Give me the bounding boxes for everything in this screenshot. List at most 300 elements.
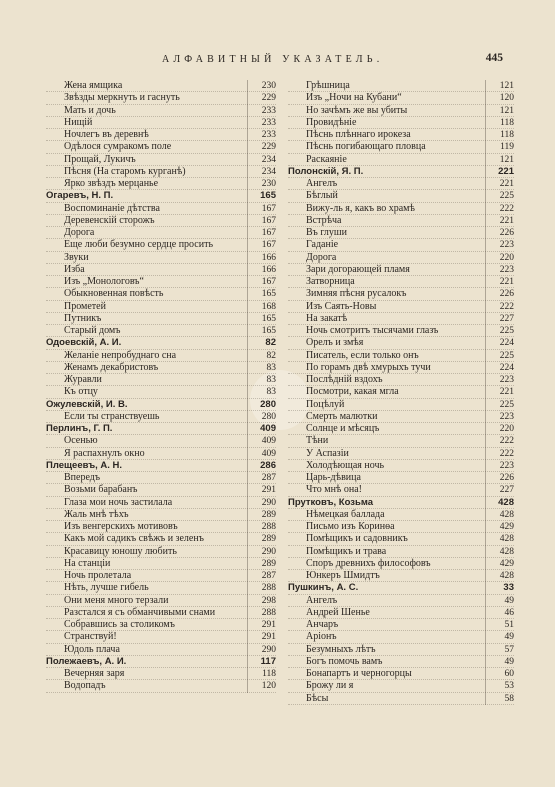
entry-title: Собравшись за столикомъ xyxy=(64,619,175,630)
author-heading xyxy=(46,656,276,668)
page-ref: 290 xyxy=(247,546,276,558)
index-entry xyxy=(288,141,514,153)
entry-title: Споръ древнихъ философовъ xyxy=(306,557,431,569)
entry-title: Бонапартъ и черногорцы xyxy=(306,668,412,679)
index-entry xyxy=(46,472,276,484)
entry-title: Старый домъ xyxy=(64,325,121,336)
page-ref: 230 xyxy=(247,80,276,92)
entry-title: Дорога xyxy=(306,251,337,263)
page-ref: 288 xyxy=(247,607,276,619)
page-ref: 121 xyxy=(485,154,514,166)
entry-title: Богъ помочь вамъ xyxy=(306,655,383,667)
index-entry xyxy=(288,105,514,117)
page-ref: 117 xyxy=(247,656,276,668)
page-ref: 120 xyxy=(485,92,514,104)
entry-title: Какъ мой садикъ свѣжъ и зеленъ xyxy=(64,533,204,545)
entry-title: Глаза мои ночь застилала xyxy=(64,496,173,508)
index-entry xyxy=(46,203,276,215)
index-entry xyxy=(46,239,276,251)
page-ref: 280 xyxy=(247,411,276,423)
index-entry xyxy=(288,607,514,619)
index-entry xyxy=(288,423,514,435)
entry-title: Они меня много терзали xyxy=(64,594,169,606)
index-entry xyxy=(46,497,276,509)
entry-title: Нищій xyxy=(64,116,93,128)
entry-title: Прощай, Лукичъ xyxy=(64,153,136,165)
index-entry xyxy=(46,129,276,141)
page-ref: 118 xyxy=(485,129,514,141)
index-entry xyxy=(46,595,276,607)
page-ref: 167 xyxy=(247,239,276,251)
author-name: Пушкинъ, А. С. xyxy=(288,582,359,594)
entry-title: Странствуй! xyxy=(64,631,117,643)
entry-title: Нѣмецкая баллада xyxy=(306,508,385,520)
index-entry xyxy=(288,509,514,521)
entry-title: Жена ямщика xyxy=(64,80,123,91)
index-entry xyxy=(46,178,276,190)
entry-title: Зимняя пѣсня русалокъ xyxy=(306,288,407,300)
page-ref: 167 xyxy=(247,215,276,227)
index-entry xyxy=(46,435,276,447)
index-entry xyxy=(46,644,276,656)
page-ref: 167 xyxy=(247,203,276,215)
page-ref: 287 xyxy=(247,472,276,484)
entry-title: На закатѣ xyxy=(306,312,348,324)
page-ref: 166 xyxy=(247,264,276,276)
index-entry xyxy=(288,411,514,423)
author-name: Перлинъ, Г. П. xyxy=(46,423,113,434)
page-ref: 222 xyxy=(485,301,514,313)
entry-title: Жаль мнѣ тѣхъ xyxy=(64,508,129,520)
page-ref: 221 xyxy=(485,276,514,288)
entry-title: Осенью xyxy=(64,435,98,447)
index-entry xyxy=(46,680,276,692)
index-entry xyxy=(46,509,276,521)
page-ref: 233 xyxy=(247,129,276,141)
page-ref: 290 xyxy=(247,644,276,656)
page-ref: 289 xyxy=(247,509,276,521)
entry-title: Грѣшница xyxy=(306,80,350,91)
entry-title: Тѣни xyxy=(306,435,329,447)
index-entry xyxy=(288,117,514,129)
entry-title: Послѣдній вздохъ xyxy=(306,374,383,385)
index-entry xyxy=(288,484,514,496)
entry-title: Андрей Шенье xyxy=(306,606,370,618)
page-ref: 286 xyxy=(247,460,276,472)
index-entry xyxy=(46,374,276,386)
index-entry xyxy=(46,668,276,680)
page-ref: 83 xyxy=(247,362,276,374)
entry-title: Возьми барабанъ xyxy=(64,484,138,496)
entry-title: Встрѣча xyxy=(306,214,342,226)
index-entry xyxy=(46,276,276,288)
index-entry xyxy=(46,631,276,643)
entry-title: Зари догорающей пламя xyxy=(306,263,410,275)
author-heading xyxy=(46,337,276,349)
index-entry xyxy=(288,362,514,374)
page-ref: 121 xyxy=(485,80,514,92)
entry-title: Воспоминаніе дѣтства xyxy=(64,202,160,214)
page-ref: 225 xyxy=(485,399,514,411)
entry-title: Письмо изъ Коринѳа xyxy=(306,521,395,532)
author-name: Полежаевъ, А. И. xyxy=(46,655,127,667)
page-ref: 49 xyxy=(485,595,514,607)
page-ref: 49 xyxy=(485,631,514,643)
author-heading xyxy=(46,399,276,411)
page-ref: 429 xyxy=(485,521,514,533)
page-ref: 233 xyxy=(247,117,276,129)
entry-title: Аріонъ xyxy=(306,631,337,643)
index-entry xyxy=(46,92,276,104)
index-entry xyxy=(46,141,276,153)
page-ref: 120 xyxy=(247,680,276,692)
page-ref: 290 xyxy=(247,497,276,509)
page-ref: 118 xyxy=(485,117,514,129)
index-entry xyxy=(46,350,276,362)
page-ref: 82 xyxy=(247,337,276,349)
index-entry xyxy=(288,546,514,558)
entry-title: Орелъ и змѣя xyxy=(306,337,364,349)
page-ref: 291 xyxy=(247,631,276,643)
entry-title: Прометей xyxy=(64,300,106,312)
index-entry xyxy=(288,533,514,545)
index-entry xyxy=(288,644,514,656)
index-entry xyxy=(288,558,514,570)
entry-title: Юдоль плача xyxy=(64,643,120,655)
entry-title: По горамъ двѣ хмурыхъ тучи xyxy=(306,361,431,373)
index-entry xyxy=(288,129,514,141)
index-entry xyxy=(288,301,514,313)
author-heading xyxy=(288,582,514,594)
author-name: Ожулевскій, И. В. xyxy=(46,398,128,410)
page-ref: 165 xyxy=(247,288,276,300)
index-entry xyxy=(288,178,514,190)
index-entry xyxy=(288,92,514,104)
entry-title: Царь-дѣвица xyxy=(306,472,361,483)
index-entry xyxy=(46,105,276,117)
entry-title: Холодѣющая ночь xyxy=(306,459,385,471)
page-ref: 428 xyxy=(485,570,514,582)
entry-title: Изба xyxy=(64,263,85,275)
index-entry xyxy=(288,386,514,398)
entry-title: У Аспазіи xyxy=(306,447,349,459)
entry-title: Звуки xyxy=(64,251,89,263)
index-entry xyxy=(288,350,514,362)
page-ref: 121 xyxy=(485,105,514,117)
index-entry xyxy=(288,631,514,643)
page-ref: 222 xyxy=(485,448,514,460)
page-ref: 167 xyxy=(247,276,276,288)
entry-title: Пѣснь плѣннаго ирокеза xyxy=(306,129,411,140)
entry-title: Одѣлося сумракомъ поле xyxy=(64,141,172,153)
page-ref: 223 xyxy=(485,460,514,472)
page-ref: 166 xyxy=(247,252,276,264)
entry-title: Ангелъ xyxy=(306,178,338,189)
index-entry xyxy=(288,190,514,202)
entry-title: Еще люби безумно сердце просить xyxy=(64,239,214,251)
page-ref: 298 xyxy=(247,595,276,607)
entry-title: Желаніе непробуднаго сна xyxy=(64,349,177,361)
index-entry xyxy=(288,203,514,215)
author-name: Прутковъ, Козьма xyxy=(288,496,374,508)
page-ref: 58 xyxy=(485,693,514,705)
page-ref: 230 xyxy=(247,178,276,190)
entry-title: Если ты странствуешь xyxy=(64,410,160,422)
entry-title: Водопадъ xyxy=(64,680,106,692)
page-ref: 83 xyxy=(247,374,276,386)
entry-title: Вечерняя заря xyxy=(64,668,125,679)
page-ref: 223 xyxy=(485,264,514,276)
index-entry xyxy=(46,521,276,533)
page-ref: 83 xyxy=(247,386,276,398)
entry-title: Женамъ декабристовъ xyxy=(64,361,159,373)
page-ref: 225 xyxy=(485,325,514,337)
page-number: 445 xyxy=(485,52,503,64)
entry-title: Бѣглый xyxy=(306,190,338,202)
page-ref: 409 xyxy=(247,423,276,435)
entry-title: Нѣть, лучше гибель xyxy=(64,582,149,594)
entry-title: Вижу-ль я, какъ во храмѣ xyxy=(306,202,415,214)
index-entry xyxy=(288,374,514,386)
page-ref: 288 xyxy=(247,582,276,594)
entry-title: Помѣщикъ и трава xyxy=(306,545,387,557)
page-ref: 224 xyxy=(485,337,514,349)
entry-title: Изъ венгерскихъ мотивовъ xyxy=(64,521,178,532)
page-ref: 226 xyxy=(485,472,514,484)
index-entry xyxy=(288,399,514,411)
index-entry xyxy=(46,484,276,496)
index-entry xyxy=(288,154,514,166)
author-heading xyxy=(46,423,276,435)
entry-title: Анчаръ xyxy=(306,619,339,630)
index-entry xyxy=(46,619,276,631)
entry-title: На станціи xyxy=(64,557,111,569)
entry-title: Ночлегъ въ деревнѣ xyxy=(64,129,149,140)
index-entry xyxy=(46,80,276,92)
page-ref: 226 xyxy=(485,227,514,239)
page-ref: 409 xyxy=(247,435,276,447)
entry-title: Путникъ xyxy=(64,312,102,324)
page-ref: 409 xyxy=(247,448,276,460)
page-ref: 234 xyxy=(247,166,276,178)
running-title: АЛФАВИТНЫЙ УКАЗАТЕЛЬ. xyxy=(162,54,384,65)
index-entry xyxy=(46,362,276,374)
page-ref: 165 xyxy=(247,190,276,202)
entry-title: Мать и дочь xyxy=(64,104,116,116)
index-entry xyxy=(288,693,514,705)
author-heading xyxy=(288,497,514,509)
page-ref: 225 xyxy=(485,190,514,202)
entry-title: Деревенскій сторожъ xyxy=(64,214,155,226)
page-ref: 233 xyxy=(247,105,276,117)
entry-title: Красавицу юношу любить xyxy=(64,545,177,557)
entry-title: Помѣщикъ и садовникъ xyxy=(306,533,408,545)
page-ref: 223 xyxy=(485,411,514,423)
page-ref: 57 xyxy=(485,644,514,656)
page-ref: 227 xyxy=(485,484,514,496)
index-entry xyxy=(46,411,276,423)
page-ref: 60 xyxy=(485,668,514,680)
entry-title: Разстался я съ обманчивыми снами xyxy=(64,606,216,618)
page-ref: 168 xyxy=(247,301,276,313)
entry-title: Посмотри, какая мгла xyxy=(306,386,399,398)
entry-title: Смерть малютки xyxy=(306,410,378,422)
index-column-left xyxy=(46,80,276,693)
page-ref: 82 xyxy=(247,350,276,362)
index-entry xyxy=(288,656,514,668)
index-entry xyxy=(288,215,514,227)
index-entry xyxy=(288,435,514,447)
index-entry xyxy=(288,264,514,276)
entry-title: Что мнѣ она! xyxy=(306,484,362,496)
index-entry xyxy=(288,80,514,92)
page-ref: 229 xyxy=(247,92,276,104)
entry-title: Дорога xyxy=(64,227,95,238)
entry-title: Къ отцу xyxy=(64,386,98,398)
page-ref: 428 xyxy=(485,509,514,521)
page-ref: 428 xyxy=(485,546,514,558)
index-entry xyxy=(288,325,514,337)
entry-title: Но зачѣмъ же вы убиты xyxy=(306,104,408,116)
index-entry xyxy=(288,448,514,460)
entry-title: Затворница xyxy=(306,276,355,287)
index-entry xyxy=(288,337,514,349)
author-name: Плещеевъ, А. Н. xyxy=(46,459,123,471)
index-entry xyxy=(46,264,276,276)
entry-title: Я распахнулъ окно xyxy=(64,447,145,459)
page-ref: 226 xyxy=(485,288,514,300)
page-ref: 289 xyxy=(247,558,276,570)
page-ref: 223 xyxy=(485,374,514,386)
author-heading xyxy=(46,190,276,202)
index-entry xyxy=(288,239,514,251)
index-entry xyxy=(288,227,514,239)
page-ref: 287 xyxy=(247,570,276,582)
index-column-right xyxy=(288,80,514,705)
page-ref: 221 xyxy=(485,386,514,398)
index-entry xyxy=(46,166,276,178)
page-ref: 428 xyxy=(485,533,514,545)
entry-title: Бѣсы xyxy=(306,692,329,704)
page-ref: 49 xyxy=(485,656,514,668)
page-ref: 119 xyxy=(485,141,514,153)
page-ref: 221 xyxy=(485,166,514,178)
page-ref: 229 xyxy=(247,141,276,153)
entry-title: Поцѣлуй xyxy=(306,398,345,410)
page-ref: 167 xyxy=(247,227,276,239)
entry-title: Изъ Саять-Новы xyxy=(306,300,377,312)
page-ref: 221 xyxy=(485,178,514,190)
index-entry xyxy=(46,154,276,166)
entry-title: Ночь пролетала xyxy=(64,570,132,581)
index-entry xyxy=(288,288,514,300)
entry-title: Безумныхъ лѣтъ xyxy=(306,643,376,655)
page-header xyxy=(0,54,555,70)
page-ref: 33 xyxy=(485,582,514,594)
index-entry xyxy=(288,619,514,631)
index-entry xyxy=(288,313,514,325)
index-entry xyxy=(288,570,514,582)
entry-title: Пѣснь погибающаго пловца xyxy=(306,141,426,153)
index-entry xyxy=(46,227,276,239)
index-entry xyxy=(288,595,514,607)
index-entry xyxy=(46,570,276,582)
page-ref: 165 xyxy=(247,313,276,325)
entry-title: Гаданіе xyxy=(306,239,339,251)
index-entry xyxy=(46,288,276,300)
page-ref: 165 xyxy=(247,325,276,337)
index-entry xyxy=(288,472,514,484)
page-ref: 280 xyxy=(247,399,276,411)
author-name: Полонскій, Я. П. xyxy=(288,165,364,177)
entry-title: Изъ „Ночи на Кубани“ xyxy=(306,92,402,104)
page-ref: 223 xyxy=(485,239,514,251)
page-ref: 222 xyxy=(485,203,514,215)
index-entry xyxy=(288,521,514,533)
entry-title: Писатель, если только онъ xyxy=(306,349,419,361)
index-entry xyxy=(288,680,514,692)
index-entry xyxy=(46,533,276,545)
page-ref: 51 xyxy=(485,619,514,631)
page-ref: 291 xyxy=(247,619,276,631)
page-ref: 46 xyxy=(485,607,514,619)
entry-title: Звѣзды меркнуть и гаснуть xyxy=(64,92,180,104)
entry-title: Солнце и мѣсяцъ xyxy=(306,423,380,434)
index-entry xyxy=(46,582,276,594)
entry-title: Ярко звѣздъ мерцанье xyxy=(64,178,159,189)
page-ref: 289 xyxy=(247,533,276,545)
index-entry xyxy=(46,215,276,227)
index-entry xyxy=(46,386,276,398)
entry-title: Пѣсня (На старомъ курганѣ) xyxy=(64,165,186,177)
entry-title: Журавли xyxy=(64,374,102,385)
page-ref: 291 xyxy=(247,484,276,496)
author-name: Одоевскій, А. И. xyxy=(46,337,122,349)
page-ref: 224 xyxy=(485,362,514,374)
index-entry xyxy=(46,558,276,570)
page-ref: 234 xyxy=(247,154,276,166)
index-entry xyxy=(46,313,276,325)
index-entry xyxy=(46,448,276,460)
page-ref: 222 xyxy=(485,435,514,447)
author-name: Огаревъ, Н. П. xyxy=(46,190,114,202)
entry-title: Изъ „Монологовъ“ xyxy=(64,276,144,287)
entry-title: Ангелъ xyxy=(306,594,338,606)
page-ref: 220 xyxy=(485,252,514,264)
page-ref: 428 xyxy=(485,497,514,509)
entry-title: Въ глуши xyxy=(306,227,347,238)
entry-title: Обыкновенная повѣсть xyxy=(64,288,164,300)
index-entry xyxy=(288,276,514,288)
author-heading xyxy=(46,460,276,472)
page-ref: 53 xyxy=(485,680,514,692)
entry-title: Провидѣніе xyxy=(306,116,357,128)
entry-title: Раскаяніе xyxy=(306,153,347,165)
index-entry xyxy=(46,325,276,337)
entry-title: Ночь смотритъ тысячами глазъ xyxy=(306,325,439,336)
page-ref: 225 xyxy=(485,350,514,362)
entry-title: Юнкеръ Шмидтъ xyxy=(306,570,380,581)
page-ref: 221 xyxy=(485,215,514,227)
index-entry xyxy=(288,252,514,264)
index-entry xyxy=(46,546,276,558)
page-ref: 429 xyxy=(485,558,514,570)
index-entry xyxy=(46,607,276,619)
entry-title: Брожу ли я xyxy=(306,680,354,692)
index-entry xyxy=(288,460,514,472)
page-ref: 118 xyxy=(247,668,276,680)
index-entry xyxy=(46,301,276,313)
